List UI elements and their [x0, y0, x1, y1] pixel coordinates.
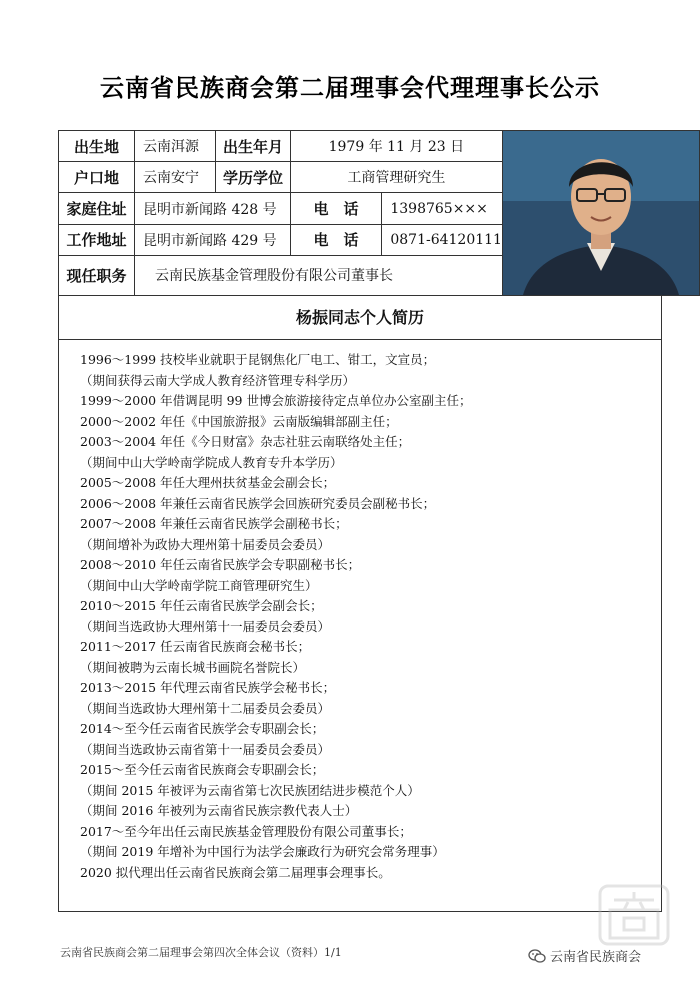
birthplace-label: 出生地: [59, 131, 135, 162]
resume-line: （期间当选政协大理州第十一届委员会委员）: [80, 618, 331, 634]
resume-line: （期间被聘为云南长城书画院名誉院长）: [80, 659, 306, 675]
resume-line: 2011～2017 任云南省民族商会秘书长；: [80, 639, 311, 654]
portrait-image: [503, 131, 699, 295]
resume-line: （期间中山大学岭南学院成人教育专升本学历）: [80, 454, 343, 470]
duty-value: 云南民族基金管理股份有限公司董事长: [135, 255, 503, 295]
resume-line: 2017～至今年出任云南民族基金管理股份有限公司董事长；: [80, 823, 412, 839]
row-birth: [59, 131, 700, 162]
resume-line: 2014～至今任云南省民族学会专职副会长；: [80, 721, 325, 736]
resume-line: 2010～2015 年任云南省民族学会副会长；: [80, 598, 323, 613]
resume-line: 2003～2004 年任《今日财富》杂志社驻云南联络处主任；: [80, 434, 411, 449]
education-label: 学历学位: [216, 162, 290, 193]
resume-line: 2015～至今任云南省民族商会专职副会长；: [80, 762, 325, 777]
education-value: 工商管理研究生: [290, 162, 502, 193]
info-table: [58, 130, 700, 296]
resume-line: 2007～2008 年兼任云南省民族学会副秘书长；: [80, 516, 348, 531]
resume-line: （期间增补为政协大理州第十届委员会委员）: [80, 536, 331, 552]
birthdate-label: 出生年月: [216, 131, 290, 162]
work-address-label: 工作地址: [59, 224, 135, 255]
resume-line: （期间 2015 年被评为云南省第七次民族团结进步模范个人）: [80, 782, 420, 798]
resume-line: （期间 2019 年增补为中国行为法学会廉政行为研究会常务理事）: [80, 844, 445, 859]
resume-heading: 杨振同志个人简历: [58, 296, 662, 340]
resume-line: （期间 2016 年被列为云南省民族宗教代表人士）: [80, 803, 358, 818]
work-phone-label: 电 话: [290, 224, 382, 255]
resume-list: [80, 350, 650, 883]
resume-line: 1999～2000 年借调昆明 99 世博会旅游接待定点单位办公室副主任；: [80, 393, 472, 408]
resume-line: （期间当选政协大理州第十二届委员会委员）: [80, 700, 331, 716]
wechat-icon: [528, 949, 546, 963]
resume-line: 2020 拟代理出任云南省民族商会第二届理事会理事长。: [80, 864, 391, 880]
resume-line: 2013～2015 年代理云南省民族学会秘书长；: [80, 680, 336, 695]
birthdate-value: 1979 年 11 月 23 日: [290, 131, 502, 162]
page-title: 云南省民族商会第二届理事会代理理事长公示: [100, 74, 600, 102]
resume-line: （期间获得云南大学成人教育经济管理专科学历）: [80, 372, 356, 388]
phone-value: 1398765×××: [382, 193, 503, 224]
work-address-value: 昆明市新闻路 429 号: [135, 224, 291, 255]
phone-label: 电 话: [290, 193, 382, 224]
resume-line: （期间中山大学岭南学院工商管理研究生）: [80, 577, 318, 593]
hukou-value: 云南安宁: [135, 162, 216, 193]
resume-line: 2008～2010 年任云南省民族学会专职副秘书长；: [80, 557, 361, 572]
chamber-logo-icon: [596, 882, 672, 948]
wechat-watermark: [528, 946, 641, 965]
home-address-label: 家庭住址: [59, 193, 135, 224]
resume-line: 2005～2008 年任大理州扶贫基金会副会长；: [80, 475, 336, 490]
duty-label: 现任职务: [59, 255, 135, 295]
document-footer: 云南省民族商会第二届理事会第四次全体会议（资料）1/1: [60, 946, 342, 959]
resume-line: 2006～2008 年兼任云南省民族学会回族研究委员会副秘书长；: [80, 495, 436, 511]
resume-line: 2000～2002 年任《中国旅游报》云南版编辑部副主任；: [80, 413, 398, 429]
hukou-label: 户口地: [59, 162, 135, 193]
resume-line: 1996～1999 技校毕业就职于昆钢焦化厂电工、钳工，文宣员；: [80, 352, 436, 367]
resume-line: （期间当选政协云南省第十一届委员会委员）: [80, 741, 331, 757]
birthplace-value: 云南洱源: [135, 131, 216, 162]
home-address-value: 昆明市新闻路 428 号: [135, 193, 291, 224]
watermark-text: 云南省民族商会: [550, 950, 642, 965]
portrait-photo: [502, 131, 699, 296]
work-phone-value: 0871-64120111: [382, 224, 503, 255]
